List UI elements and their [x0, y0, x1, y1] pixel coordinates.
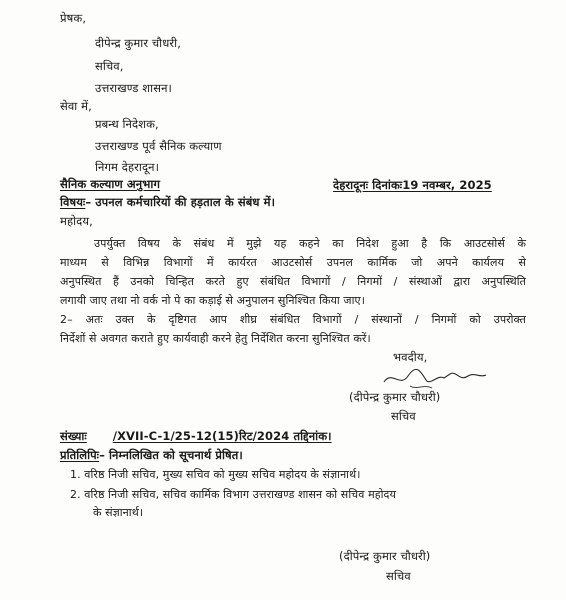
body-para1-line3: अनुपस्थित हैं उनको चिन्हित करते हुए संबंधित विभागों / निगमों / संस्थाओं द्वारा अनुपस्थिति — [60, 275, 526, 288]
reference-number: /XVII-C-1/25-12(15)रिट/2024 तद्दिनांक। — [112, 429, 332, 443]
body-para1-line1: उपर्युक्त विषय के संबंध में मुझे यह कहने का निदेश हुआ है कि आउटसोर्स के — [94, 237, 526, 250]
sender-office: उत्तराखण्ड शासन। — [95, 81, 173, 95]
sender-name: दीपेन्द्र कुमार चौधरी, — [95, 36, 181, 50]
closing-bhavdiya: भवदीय, — [393, 350, 428, 364]
recipient-line2: उत्तराखण्ड पूर्व सैनिक कल्याण — [95, 139, 222, 153]
subject-label: विषयः — [60, 195, 86, 209]
body-para1-line2: माध्यम से विभिन्न विभागों में कार्यरत आउटसोर्स उपनल कार्मिक जो अपने कार्यलय से — [60, 256, 526, 269]
sender-label: प्रेषक, — [60, 11, 87, 25]
copy-item1: 1. वरिष्ठ निजी सचिव, मुख्य सचिव को मुख्य सचिव महोदय के संज्ञानार्थ। — [70, 468, 361, 481]
reference-label: संख्याः — [60, 429, 87, 443]
letter-date: देहरादूनः दिनांकः19 नवम्बर, 2025 — [333, 178, 492, 192]
closing-name: (दीपेन्द्र कुमार चौधरी) — [349, 390, 441, 404]
subject-text: – उपनल कर्मचारियों की हड़ताल के संबंध में। — [85, 195, 276, 209]
copy-item2-line1: 2. वरिष्ठ निजी सचिव, सचिव कार्मिक विभाग उत्तराखण्ड शासन को सचिव महोदय — [70, 488, 396, 501]
closing2-designation: सचिव — [386, 569, 411, 583]
body-para1-line4: लगायी जाए तथा नो वर्क नो पे का कड़ाई से अनुपालन सुनिश्चित किया जाए। — [60, 294, 365, 307]
body-para2-line1: 2– अतः उक्त के दृष्टिगत आप शीघ्र संबंधित विभागों / संस्थानों / निगमों को उपरोक्त — [60, 313, 526, 326]
sender-designation: सचिव, — [95, 59, 124, 73]
copy-text: – निम्नलिखित को सूचनार्थ प्रेषित। — [99, 448, 243, 462]
salutation: महोदय, — [60, 214, 93, 228]
copy-line — [60, 448, 243, 463]
closing-designation: सचिव — [391, 409, 416, 423]
body-para2-line2: निर्देशों से अवगत कराते हुए कार्यवाही करने हेतु निर्देशित करना सुनिश्चित करें। — [60, 332, 371, 345]
copy-item2-line2: के संज्ञानार्थ। — [93, 506, 144, 519]
section-name: सैनिक कल्याण अनुभाग — [60, 177, 161, 191]
subject-line — [60, 195, 275, 210]
closing2-name: (दीपेन्द्र कुमार चौधरी) — [339, 549, 431, 563]
copy-label: प्रतिलिपिः — [60, 448, 100, 462]
recipient-line3: निगम देहरादून। — [95, 160, 160, 174]
recipient-line1: प्रबन्ध निदेशक, — [95, 117, 159, 131]
reference-line — [60, 429, 332, 444]
recipient-label: सेवा में, — [60, 99, 92, 113]
